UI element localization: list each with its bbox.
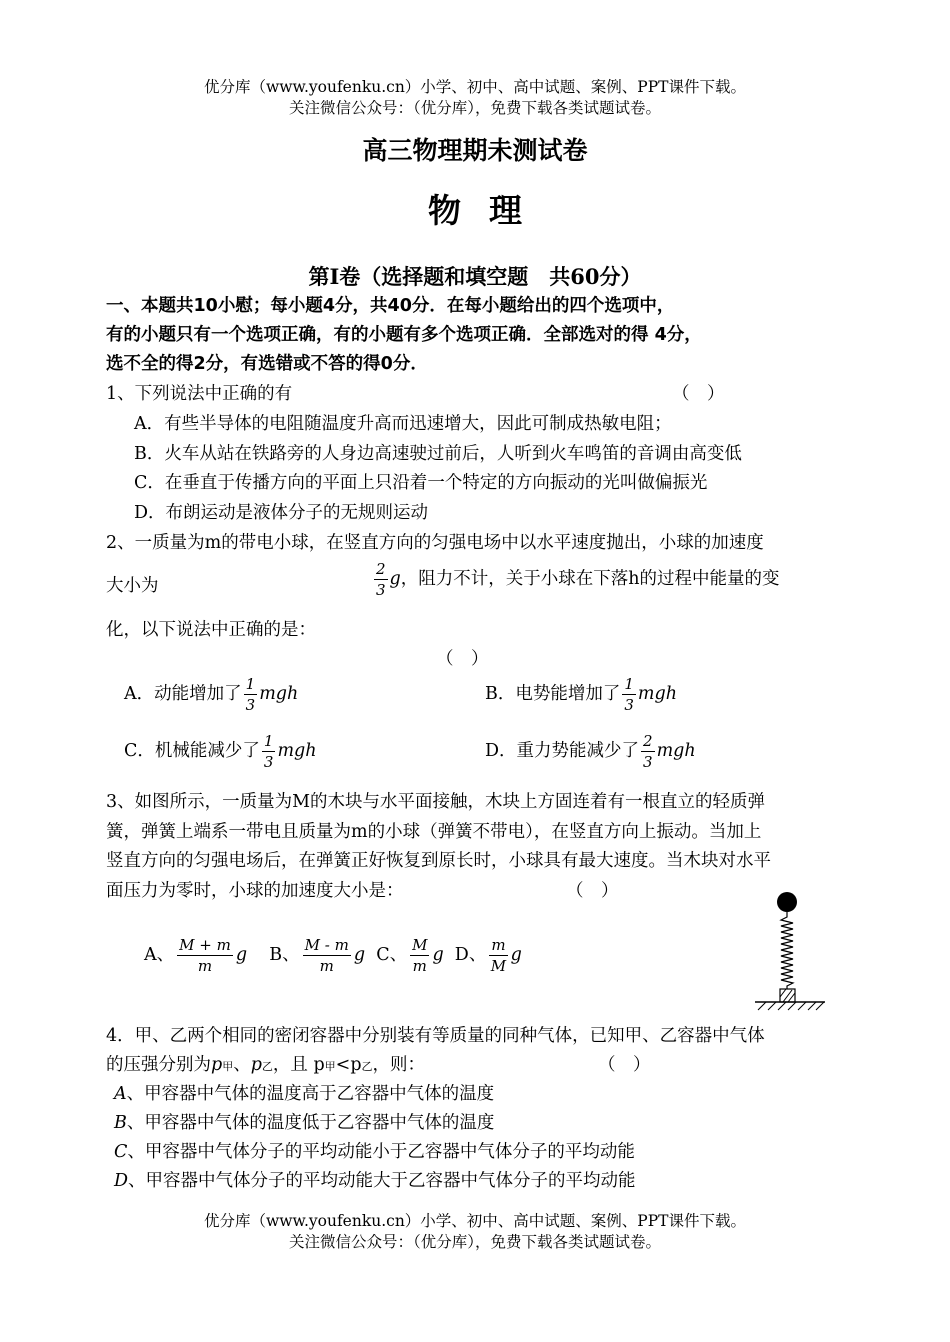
q3-stem-line-3: 竖直方向的匀强电场后，在弹簧正好恢复到原长时，小球具有最大速度。当木块对水平	[106, 851, 771, 871]
q2-option-a: A．动能增加了 $\frac{1}{3}$ mgh	[124, 675, 299, 714]
q1-answer-paren: （ ）	[672, 384, 725, 404]
q3-answer-paren: （ ）	[566, 881, 619, 901]
subject-title: 物理	[428, 191, 550, 230]
q1-option-c: C．在垂直于传播方向的平面上只沿着一个特定的方向振动的光叫做偏振光	[134, 473, 708, 493]
q2-option-d: D．重力势能减少了 $\frac{2}{3}$ mgh	[485, 732, 696, 771]
q2-stem-line-3: 化，以下说法中正确的是：	[106, 620, 316, 640]
instructions-line-1: 一、本题共10小慰；每小题4分，共40分．在每小题给出的四个选项中，	[106, 296, 675, 316]
q1-stem: 1、下列说法中正确的有	[106, 384, 293, 404]
q3-stem-line-1: 3、如图所示，一质量为M的木块与水平面接触，木块上方固连着有一根直立的轻质弹	[106, 792, 766, 812]
exam-title: 高三物理期未测试卷	[362, 136, 588, 165]
ground-hatch	[758, 1002, 824, 1010]
instructions-line-3: 选不全的得2分，有选错或不答的得0分．	[106, 354, 428, 374]
q4-option-c: C、甲容器中气体分子的平均动能小于乙容器中气体分子的平均动能	[114, 1142, 635, 1162]
q3-option-c-frac: $\frac{M}{m}$	[412, 936, 428, 975]
q4-stem-line-2: 的压强分别为p甲、p乙，且 p甲<p乙，则：	[106, 1055, 426, 1075]
spring	[781, 912, 793, 989]
charged-ball	[777, 892, 797, 912]
instructions-line-2: 有的小题只有一个选项正确，有的小题有多个选项正确．全部选对的得 4分，	[106, 325, 702, 345]
q3-option-b-frac: $\frac{M - m}{m}$	[304, 936, 349, 975]
q3-stem-line-2: 簧，弹簧上端系一带电且质量为m的小球（弹簧不带电），在竖直方向上振动。当加上	[106, 822, 762, 842]
q2-accel-expr: $\frac{2}{3}$ g，阻力不计，关于小球在下落h的过程中能量的变	[376, 560, 780, 599]
q2-accel-fraction: $\frac{2}{3}$	[376, 560, 386, 599]
header-line-2: 关注微信公众号：（优分库），免费下载各类试题试卷。	[288, 99, 661, 117]
q4-option-a: A、甲容器中气体的温度高于乙容器中气体的温度	[114, 1084, 495, 1104]
q1-option-b: B．火车从站在铁路旁的人身边高速驶过前后，人听到火车鸣笛的音调由高变低	[134, 444, 742, 464]
q1-option-d: D．布朗运动是液体分子的无规则运动	[134, 503, 429, 523]
q3-stem-line-4: 面压力为零时，小球的加速度大小是：	[106, 881, 404, 901]
footer-line-2: 关注微信公众号：（优分库），免费下载各类试题试卷。	[288, 1233, 661, 1251]
q2-answer-paren: （ ）	[436, 649, 489, 669]
footer-line-1: 优分库（www.youfenku.cn）小学、初中、高中试题、案例、PPT课件下载。	[203, 1212, 747, 1230]
q3-options: A、 $\frac{M + m}{m}$ g B、 $\frac{M - m}{m}$ g C、 $\frac{M}{m}$ g D、 $\frac{m}{M}$ g	[144, 936, 522, 975]
q2-option-b: B．电势能增加了 $\frac{1}{3}$ mgh	[485, 675, 677, 714]
q2-stem-line-2a: 大小为	[106, 576, 159, 596]
spring-mass-figure	[750, 885, 830, 1015]
q3-option-d-frac: $\frac{m}{M}$	[490, 936, 507, 975]
q3-option-a-frac: $\frac{M + m}{m}$	[179, 936, 231, 975]
section-heading: 第Ⅰ卷（选择题和填空题 共60分）	[308, 264, 642, 289]
q1-option-a: A．有些半导体的电阻随温度升高而迅速增大，因此可制成热敏电阻；	[134, 414, 672, 434]
q2-stem-line-1: 2、一质量为m的带电小球，在竖直方向的匀强电场中以水平速度抛出，小球的加速度	[106, 533, 764, 553]
q4-stem-line-1: 4．甲、乙两个相同的密闭容器中分别装有等质量的同种气体，已知甲、乙容器中气体	[106, 1026, 765, 1046]
q4-answer-paren: （ ）	[598, 1055, 651, 1075]
q2-option-c: C．机械能减少了 $\frac{1}{3}$ mgh	[124, 732, 317, 771]
header-line-1: 优分库（www.youfenku.cn）小学、初中、高中试题、案例、PPT课件下载。	[203, 78, 747, 96]
q4-option-d: D、甲容器中气体分子的平均动能大于乙容器中气体分子的平均动能	[114, 1171, 636, 1191]
q4-option-b: B、甲容器中气体的温度低于乙容器中气体的温度	[114, 1113, 495, 1133]
